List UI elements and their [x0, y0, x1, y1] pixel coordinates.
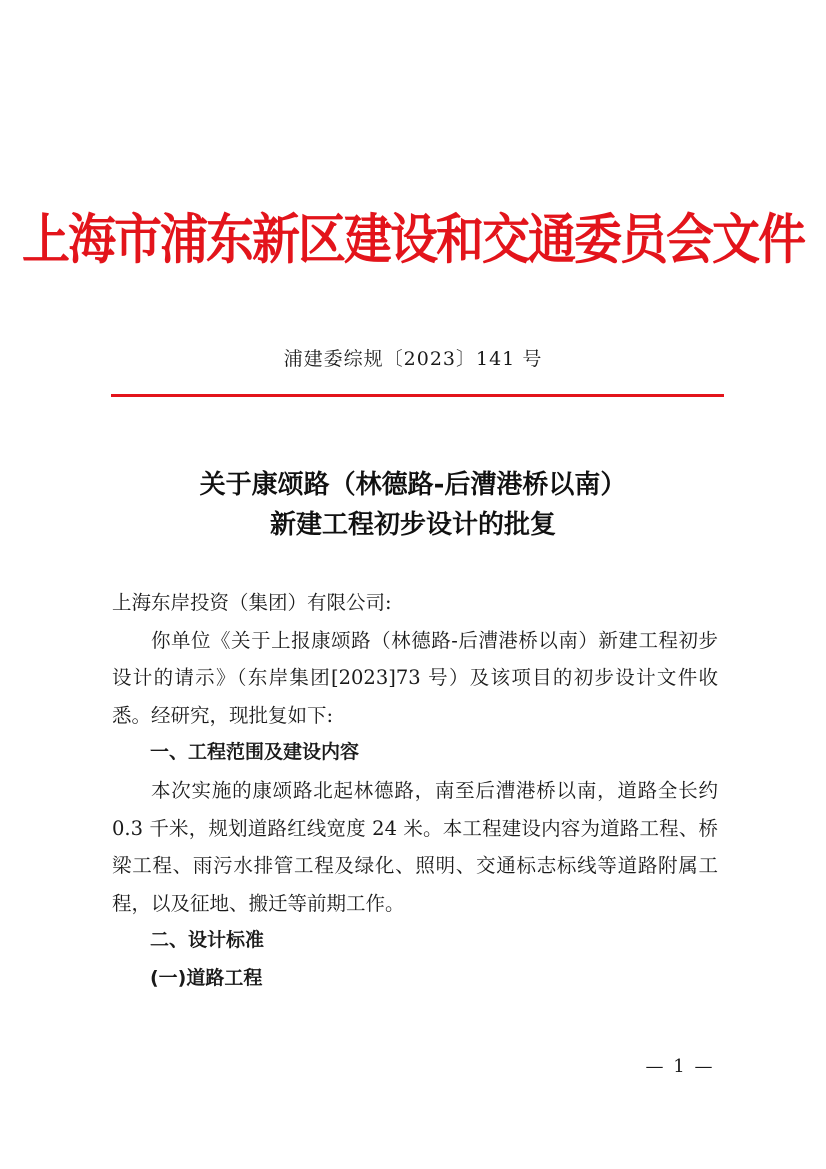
document-title-line-2: 新建工程初步设计的批复 [269, 510, 556, 540]
document-title-line-1: 关于康颂路（林德路-后漕港桥以南） [199, 470, 627, 500]
page-number: — 1 — [645, 1056, 715, 1077]
issuer-red-header: 上海市浦东新区建设和交通委员会文件 [21, 208, 804, 272]
document-number: 浦建委综规〔2023〕141 号 [283, 348, 543, 370]
recipient-line: 上海东岸投资（集团）有限公司: [112, 591, 392, 614]
section-2-heading: 二、设计标准 [150, 929, 265, 952]
intro-paragraph: 你单位《关于上报康颂路（林德路-后漕港桥以南）新建工程初步设计的请示》（东岸集团[2023]73 号）及该项目的初步设计文件收悉。经研究，现批复如下: [112, 628, 718, 727]
section-1-heading: 一、工程范围及建设内容 [150, 741, 360, 764]
section-1-paragraph: 本次实施的康颂路北起林德路，南至后漕港桥以南，道路全长约 0.3 千米，规划道路红线宽度 24 米。本工程建设内容为道路工程、桥梁工程、雨污水排管工程及绿化、照明、交通标志标线等道路附属工程，以及征地、搬迁等前期工作。 [112, 778, 718, 915]
document-body [112, 584, 718, 998]
subsection-1-heading: (一)道路工程 [150, 966, 263, 989]
red-separator-line [111, 394, 724, 397]
